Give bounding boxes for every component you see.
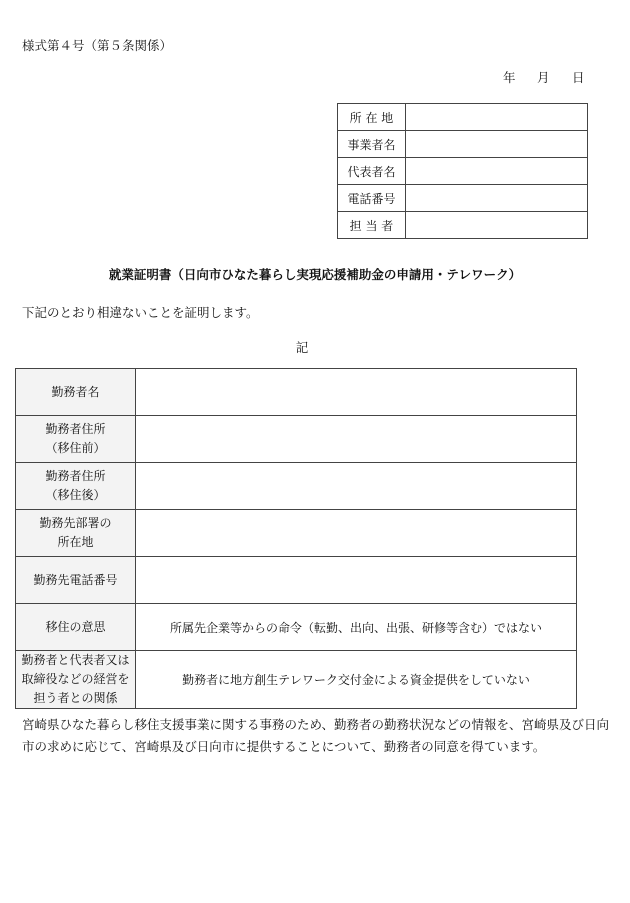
label-line: 勤務先部署の (39, 516, 112, 530)
contact-person-field[interactable] (406, 212, 588, 239)
address-before-field[interactable] (136, 416, 577, 463)
worker-name-label (16, 369, 136, 416)
phone-field[interactable] (406, 185, 588, 212)
label-line: 勤務先電話番号 (33, 572, 118, 587)
employer-info-table (337, 103, 588, 239)
phone-label: 電話番号 (338, 185, 406, 212)
phone-row (338, 185, 588, 212)
table-row (16, 463, 577, 510)
address-after-label (16, 463, 136, 510)
employer-name-row (338, 131, 588, 158)
date-day: 日 (572, 70, 585, 85)
representative-row (338, 158, 588, 185)
label-line: 勤務者と代表者又は (21, 653, 130, 667)
contact-person-label: 担 当 者 (338, 212, 406, 239)
workplace-phone-field[interactable] (136, 557, 577, 604)
table-row (16, 510, 577, 557)
label-line: 所在地 (57, 535, 94, 549)
employer-address-label: 所 在 地 (338, 104, 406, 131)
consent-statement: 宮崎県ひなた暮らし移住支援事業に関する事務のため、勤務者の勤務状況などの情報を、宮崎県及び日向市の求めに応じて、宮崎県及び日向市に提供することについて、勤務者の同意を得ています。 (22, 717, 610, 754)
address-before-label (16, 416, 136, 463)
relocation-intent-label (16, 604, 136, 651)
date-month: 月 (537, 70, 550, 85)
workplace-location-field[interactable] (136, 510, 577, 557)
intro-text: 下記のとおり相違ないことを証明します。 (22, 305, 259, 320)
label-line: 勤務者住所 (45, 422, 106, 436)
workplace-phone-label (16, 557, 136, 604)
workplace-location-label (16, 510, 136, 557)
table-row (16, 369, 577, 416)
label-line: （移住後） (45, 488, 106, 502)
table-row (16, 416, 577, 463)
relationship-label (16, 651, 136, 709)
relationship-value: 勤務者に地方創生テレワーク交付金による資金提供をしていない (136, 651, 577, 709)
table-row (16, 651, 577, 709)
worker-name-field[interactable] (136, 369, 577, 416)
employer-address-field[interactable] (406, 104, 588, 131)
employer-name-label: 事業者名 (338, 131, 406, 158)
representative-field[interactable] (406, 158, 588, 185)
label-line: 取締役などの経営を (21, 672, 130, 686)
ki-heading: 記 (295, 340, 309, 355)
label-line: 担う者との関係 (33, 691, 118, 705)
date-year: 年 (503, 70, 516, 85)
label-line: （移住前） (45, 441, 106, 455)
relocation-intent-value: 所属先企業等からの命令（転勤、出向、出張、研修等含む）ではない (136, 604, 577, 651)
document-title: 就業証明書（日向市ひなた暮らし実現応援補助金の申請用・テレワーク） (108, 267, 522, 282)
employer-address-row (338, 104, 588, 131)
table-row (16, 604, 577, 651)
employment-table (15, 368, 577, 709)
label-line: 勤務者住所 (45, 469, 106, 483)
form-number: 様式第４号（第５条関係） (22, 38, 173, 53)
address-after-field[interactable] (136, 463, 577, 510)
representative-label: 代表者名 (338, 158, 406, 185)
table-row (16, 557, 577, 604)
label-line: 移住の意思 (45, 619, 106, 634)
employer-name-field[interactable] (406, 131, 588, 158)
label-line: 勤務者名 (51, 384, 100, 399)
contact-person-row (338, 212, 588, 239)
